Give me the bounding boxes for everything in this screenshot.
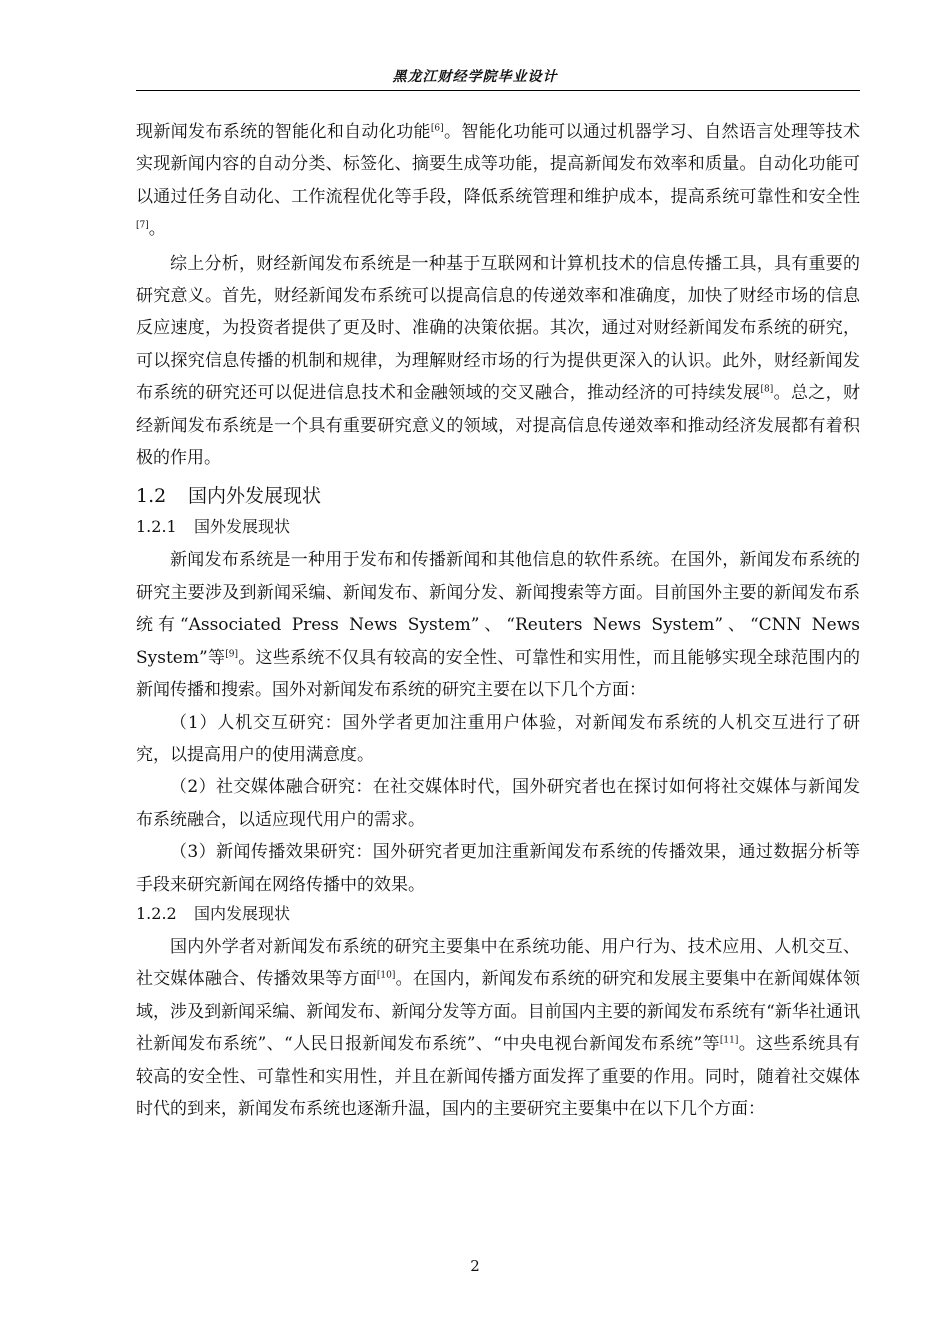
citation-7: [7]: [136, 220, 149, 231]
citation-9: [9]: [225, 649, 238, 660]
citation-6: [6]: [430, 123, 444, 134]
page-header-title: 黑龙江财经学院毕业设计: [392, 69, 558, 85]
header-divider: [136, 90, 860, 91]
paragraph-summary: 综上分析，财经新闻发布系统是一种基于互联网和计算机技术的信息传播工具，具有重要的研究意义。首先，财经新闻发布系统可以提高信息的传递效率和准确度，加快了财经市场的信息反应速度，为投资者提供了更及时、准确的决策依据。其次，通过对财经新闻发布系统的研究，可以探究信息传播的机制和规律，为理解财经市场的行为提供更深入的认识。此外，财经新闻发布系统的研究还可以促进信息技术和金融领域的交叉融合，推动经济的可持续发展[8]。总之，财经新闻发布系统是一个具有重要研究意义的领域，对提高信息传递效率和推动经济发展都有着积极的作用。: [136, 253, 861, 469]
section-heading-1-2: 1.2 国内外发展现状: [136, 485, 322, 508]
paragraph-foreign-overview: 新闻发布系统是一种用于发布和传播新闻和其他信息的软件系统。在国外，新闻发布系统的研究主要涉及到新闻采编、新闻发布、新闻分发、新闻搜索等方面。目前国外主要的新闻发布系统有“Associated Press News System”、“Reuters News System”、“CNN News System”等[9]。这些系统不仅具有较高的安全性、可靠性和实用性，而且能够实现全球范围内的新闻传播和搜索。国外对新闻发布系统的研究主要在以下几个方面：: [136, 550, 860, 701]
list-item-social-media-research: （2）社交媒体融合研究：在社交媒体时代，国外研究者也在探讨如何将社交媒体与新闻发布系统融合，以适应现代用户的需求。: [136, 777, 860, 830]
citation-8: [8]: [760, 384, 774, 395]
page-number: 2: [470, 1257, 480, 1275]
list-item-propagation-research: （3）新闻传播效果研究：国外研究者更加注重新闻发布系统的传播效果，通过数据分析等手段来研究新闻在网络传播中的效果。: [136, 842, 860, 895]
paragraph-domestic-overview: 国内外学者对新闻发布系统的研究主要集中在系统功能、用户行为、技术应用、人机交互、社交媒体融合、传播效果等方面[10]。在国内，新闻发布系统的研究和发展主要集中在新闻媒体领域，涉及到新闻采编、新闻发布、新闻分发等方面。目前国内主要的新闻发布系统有“新华社通讯社新闻发布系统”、“人民日报新闻发布系统”、“中央电视台新闻发布系统”等[11]。这些系统具有较高的安全性、可靠性和实用性，并且在新闻传播方面发挥了重要的作用。同时，随着社交媒体时代的到来，新闻发布系统也逐渐升温，国内的主要研究主要集中在以下几个方面：: [136, 936, 861, 1119]
section-heading-1-2-2: 1.2.2 国内发展现状: [136, 903, 291, 923]
citation-10: [10]: [376, 970, 396, 981]
paragraph-intelligent-functions: 现新闻发布系统的智能化和自动化功能[6]。智能化功能可以通过机器学习、自然语言处理等技术实现新闻内容的自动分类、标签化、摘要生成等功能，提高新闻发布效率和质量。自动化功能可以通过任务自动化、工作流程优化等手段，降低系统管理和维护成本，提高系统可靠性和安全性[7]。: [136, 122, 861, 240]
citation-11: [11]: [719, 1035, 739, 1046]
list-item-hci-research: （1）人机交互研究：国外学者更加注重用户体验，对新闻发布系统的人机交互进行了研究，以提高用户的使用满意度。: [136, 712, 860, 765]
section-heading-1-2-1: 1.2.1 国外发展现状: [136, 517, 291, 537]
page-body: [136, 116, 860, 1125]
